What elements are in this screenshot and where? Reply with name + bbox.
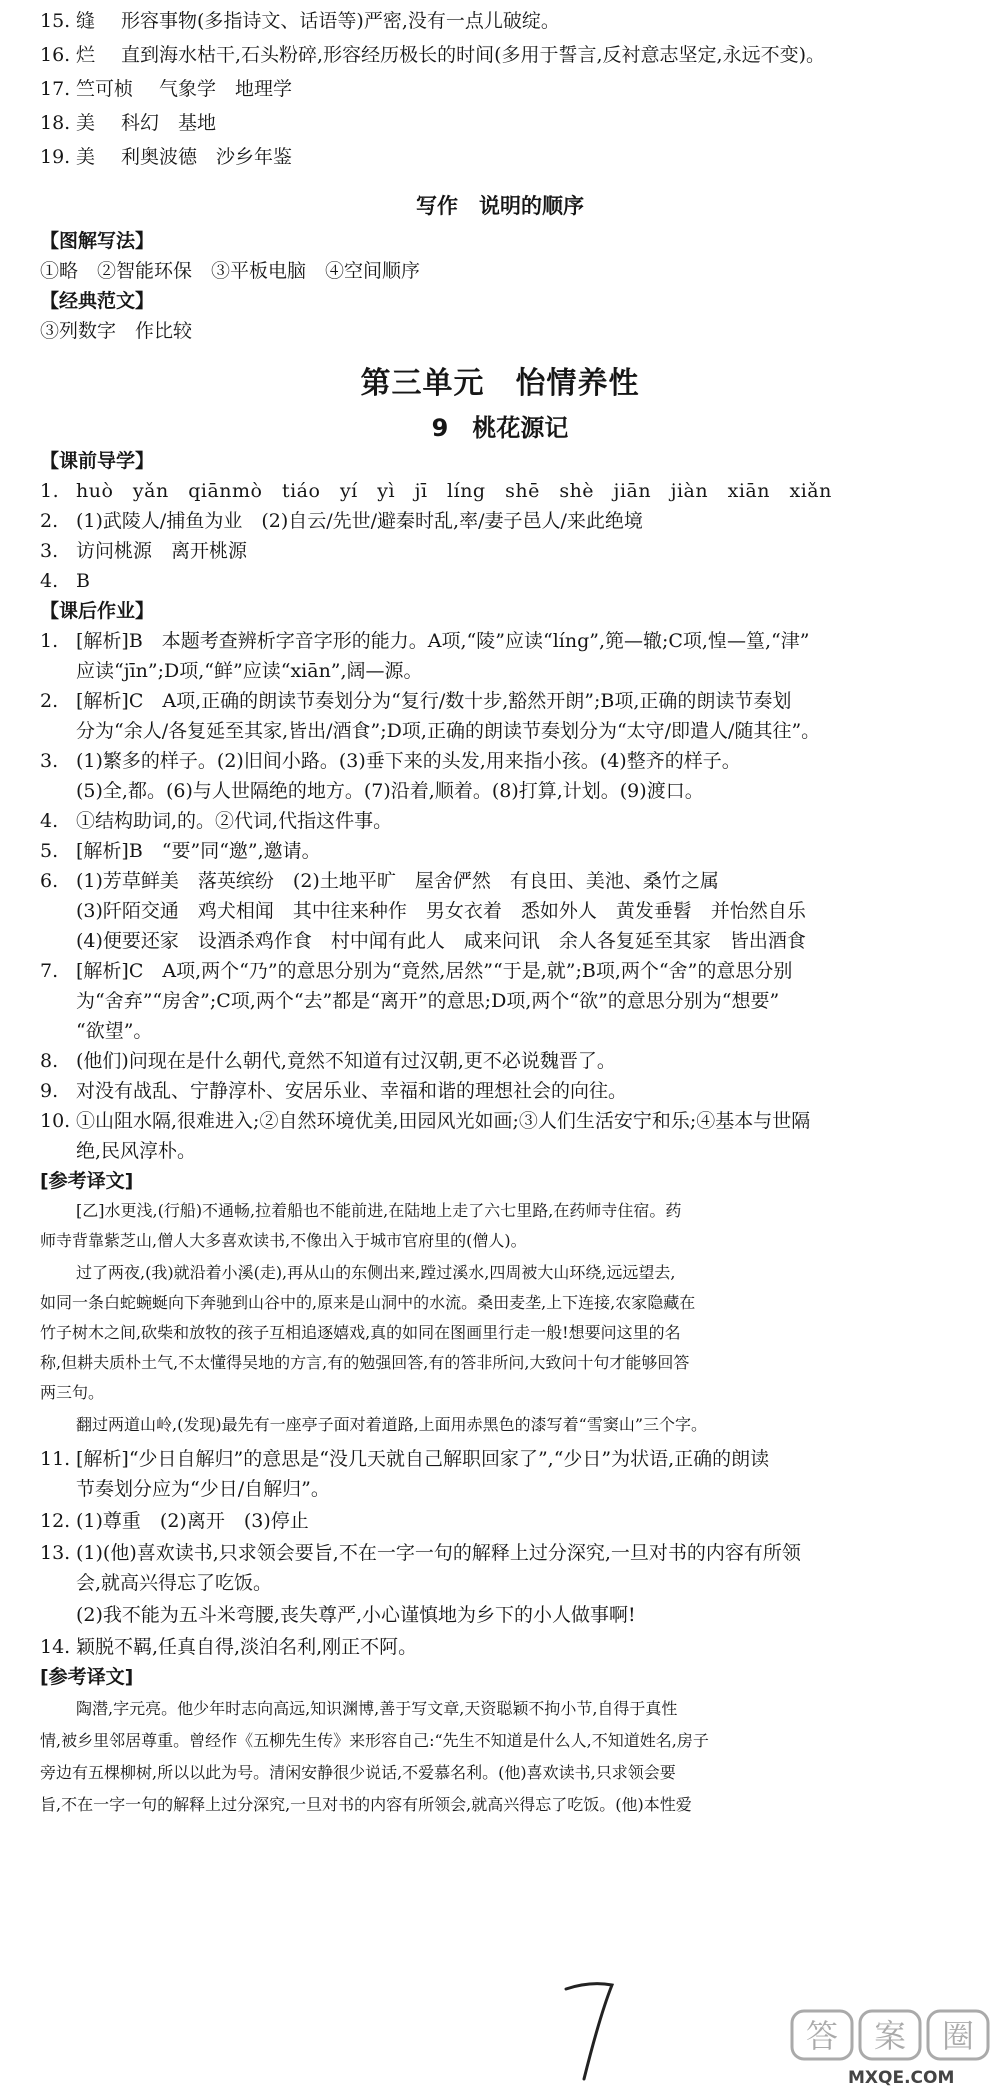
list-item: (2)我不能为五斗米弯腰,丧失尊严,小心谨慎地为乡下的小人做事啊! xyxy=(76,1604,636,1626)
page-number xyxy=(560,1975,620,2085)
method-label: 【图解写法】 xyxy=(40,230,155,252)
list-item: 分为“余人/各复延至其家,皆出/酒食”;D项,正确的朗读节奏划分为“太守/即遣人/随其往”。 xyxy=(76,720,821,742)
translation-line: 称,但耕夫质朴土气,不太懂得吴地的方言,有的勉强回答,有的答非所问,大致问十句才能够回答 xyxy=(40,1353,690,1372)
list-item: “欲望”。 xyxy=(76,1020,153,1042)
reference-translation-label: [参考译文] xyxy=(40,1170,134,1192)
list-item: 节奏划分应为“少日/自解归”。 xyxy=(76,1478,330,1500)
writing-title: 写作 说明的顺序 xyxy=(416,194,584,218)
list-item: 1. [解析]B 本题考查辨析字音字形的能力。A项,“陵”应读“líng”,篼—辙;C项,惶—篁,“津” xyxy=(40,630,810,652)
unit-title: 第三单元 怡情养性 xyxy=(360,366,640,401)
list-item: 12. (1)尊重 (2)离开 (3)停止 xyxy=(40,1510,309,1532)
list-item: 8. (他们)问现在是什么朝代,竟然不知道有过汉朝,更不必说魏晋了。 xyxy=(40,1050,616,1072)
svg-text:答: 答 xyxy=(805,2017,839,2055)
list-item: 为“舍弃”“房舍”;C项,两个“去”都是“离开”的意思;D项,两个“欲”的意思分别为“想要” xyxy=(76,990,780,1012)
watermark-icon xyxy=(790,2005,990,2065)
svg-text:案: 案 xyxy=(873,2017,907,2055)
list-item: 4. B xyxy=(40,570,90,592)
list-item: 2. (1)武陵人/捕鱼为业 (2)自云/先世/避秦时乱,率/妻子邑人/来此绝境 xyxy=(40,510,643,532)
list-item: 17. 竺可桢 气象学 地理学 xyxy=(40,78,293,100)
list-item: 4. ①结构助词,的。②代词,代指这件事。 xyxy=(40,810,393,832)
list-item: 19. 美 利奥波德 沙乡年鉴 xyxy=(40,146,293,168)
sample-label: 【经典范文】 xyxy=(40,290,155,312)
method-text: ①略 ②智能环保 ③平板电脑 ④空间顺序 xyxy=(40,260,421,282)
translation-line: 过了两夜,(我)就沿着小溪(走),再从山的东侧出来,蹚过溪水,四周被大山环绕,远远望去, xyxy=(76,1263,676,1282)
list-item: 7. [解析]C A项,两个“乃”的意思分别为“竟然,居然”“于是,就”;B项,两个“舍”的意思分别 xyxy=(40,960,793,982)
lesson-title: 9 桃花源记 xyxy=(431,414,569,442)
list-item: 会,就高兴得忘了吃饭。 xyxy=(76,1572,273,1594)
list-item: 5. [解析]B “要”同“邀”,邀请。 xyxy=(40,840,321,862)
translation-line: 竹子树木之间,砍柴和放牧的孩子互相追逐嬉戏,真的如同在图画里行走一般!想要问这里的名 xyxy=(40,1323,681,1342)
list-item: 应读“jīn”;D项,“鲜”应读“xiān”,阔—源。 xyxy=(76,660,423,682)
post-class-label: 【课后作业】 xyxy=(40,600,155,622)
list-item: 10. ①山阻水隔,很难进入;②自然环境优美,田园风光如画;③人们生活安宁和乐;④基本与世隔 xyxy=(40,1110,811,1132)
list-item: 3. (1)繁多的样子。(2)旧间小路。(3)垂下来的头发,用来指小孩。(4)整齐的样子。 xyxy=(40,750,741,772)
svg-text:圈: 圈 xyxy=(941,2017,975,2055)
list-item: 16. 烂 直到海水枯干,石头粉碎,形容经历极长的时间(多用于誓言,反衬意志坚定,永远不变)。 xyxy=(40,44,826,66)
translation-line: 师寺背靠紫芝山,僧人大多喜欢读书,不像出入于城市官府里的(僧人)。 xyxy=(40,1231,527,1250)
list-item: 1. huò yǎn qiānmò tiáo yí yì jī líng shē shè jiān jiàn xiān xiǎn xyxy=(40,480,832,502)
list-item: (5)全,都。(6)与人世隔绝的地方。(7)沿着,顺着。(8)打算,计划。(9)渡口。 xyxy=(76,780,704,802)
sample-text: ③列数字 作比较 xyxy=(40,320,193,342)
list-item: 绝,民风淳朴。 xyxy=(76,1140,197,1162)
list-item: 6. (1)芳草鲜美 落英缤纷 (2)土地平旷 屋舍俨然 有良田、美池、桑竹之属 xyxy=(40,870,719,892)
list-item: 9. 对没有战乱、宁静淳朴、安居乐业、幸福和谐的理想社会的向往。 xyxy=(40,1080,628,1102)
list-item: 13. (1)(他)喜欢读书,只求领会要旨,不在一字一句的解释上过分深究,一旦对书的内容有所领 xyxy=(40,1542,801,1564)
translation-line: 两三句。 xyxy=(40,1383,105,1402)
list-item: 3. 访问桃源 离开桃源 xyxy=(40,540,248,562)
list-item: 14. 颖脱不羁,任真自得,淡泊名利,刚正不阿。 xyxy=(40,1636,418,1658)
translation-line: 陶潜,字元亮。他少年时志向高远,知识渊博,善于写文章,天资聪颖不拘小节,自得于真性 xyxy=(76,1699,678,1718)
list-item: 15. 缝 形容事物(多指诗文、话语等)严密,没有一点儿破绽。 xyxy=(40,10,560,32)
reference-translation-label: [参考译文] xyxy=(40,1666,134,1688)
watermark-domain: MXQE.COM xyxy=(848,2068,955,2088)
translation-line: 如同一条白蛇蜿蜒向下奔驰到山谷中的,原来是山洞中的水流。桑田麦垄,上下连接,农家隐藏在 xyxy=(40,1293,696,1312)
list-item: (3)阡陌交通 鸡犬相闻 其中往来种作 男女衣着 悉如外人 黄发垂髫 并怡然自乐 xyxy=(76,900,806,922)
list-item: 18. 美 科幻 基地 xyxy=(40,112,217,134)
handwritten-seven xyxy=(560,1975,620,2085)
translation-line: 情,被乡里邻居尊重。曾经作《五柳先生传》来形容自己:“先生不知道是什么人,不知道姓名,房子 xyxy=(40,1731,709,1750)
translation-line: 旨,不在一字一句的解释上过分深究,一旦对书的内容有所领会,就高兴得忘了吃饭。(他)本性爱 xyxy=(40,1795,692,1814)
list-item: 11. [解析]“少日自解归”的意思是“没几天就自己解职回家了”,“少日”为状语,正确的朗读 xyxy=(40,1448,770,1470)
translation-line: [乙]水更浅,(行船)不通畅,拉着船也不能前进,在陆地上走了六七里路,在药师寺住宿。药 xyxy=(76,1201,682,1220)
list-item: (4)便要还家 设酒杀鸡作食 村中闻有此人 咸来问讯 余人各复延至其家 皆出酒食 xyxy=(76,930,806,952)
list-item: 2. [解析]C A项,正确的朗读节奏划分为“复行/数十步,豁然开朗”;B项,正确的朗读节奏划 xyxy=(40,690,792,712)
pre-class-label: 【课前导学】 xyxy=(40,450,155,472)
translation-line: 旁边有五棵柳树,所以以此为号。清闲安静很少说话,不爱慕名利。(他)喜欢读书,只求领会要 xyxy=(40,1763,676,1782)
translation-line: 翻过两道山岭,(发现)最先有一座亭子面对着道路,上面用赤黑色的漆写着“雪窦山”三个字。 xyxy=(76,1415,708,1434)
